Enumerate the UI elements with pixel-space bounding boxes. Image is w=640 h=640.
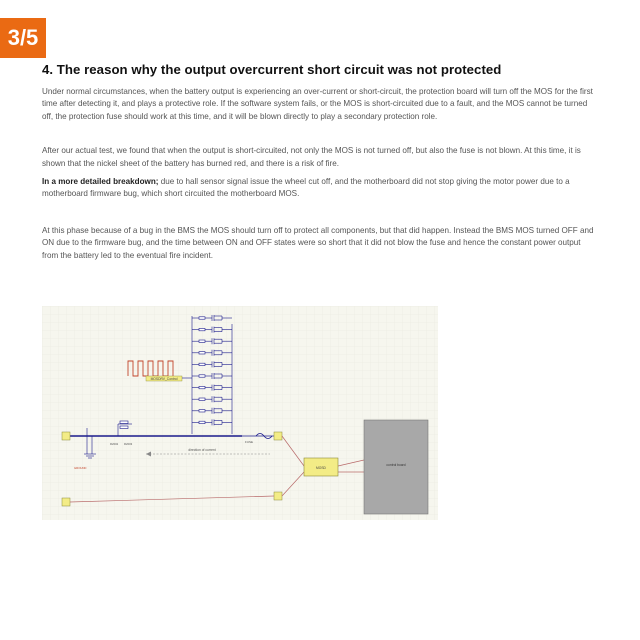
paragraph-bms-phase: At this phase because of a bug in the BMS the MOS should turn off to protect all components, but that did happen. Instead the BMS MOS turned OFF and ON due to the firmware bug, and the time between ON and OFF states were so short that it did not blow the fuse and hence the constant power output from the battery led to the eventual fire incident.: [42, 225, 594, 260]
section-title: 4. The reason why the output overcurrent short circuit was not protected: [42, 62, 502, 77]
signal-label: MOSDRV_Control: [150, 377, 178, 381]
mosd-block: [304, 458, 338, 476]
connector-left-bottom: [62, 498, 70, 506]
connector-left-top: [62, 432, 70, 440]
mosd-label: MOSD: [316, 466, 326, 470]
connector-right-bottom: [274, 492, 282, 500]
paragraph-normal-circumstances: Under normal circumstances, when the battery output is experiencing an over-current or short-circuit, the protection board will turn off the MOS for the first time after detecting it, and plays a protective role. If the software system fails, or the MOS is short-circuited due to a fault, and the MOS cannot be turned off, the protection fuse should work at this time, and it will be blown directly to play a secondary protection role.: [42, 87, 593, 121]
ground-label: GROUND: [74, 466, 87, 470]
article: [42, 62, 598, 262]
page-badge: 3/5: [0, 18, 46, 58]
breakdown-text: due to hall sensor signal issue the wheel cut off, and the motherboard did not stop giving the motor power due to a motherboard firmware bug, which short circuited the motherboard MOS.: [42, 177, 570, 199]
fuse-label: FUSE: [245, 440, 254, 444]
direction-label: direction of current: [188, 448, 216, 452]
breakdown-lead: In a more detailed breakdown;: [42, 177, 159, 187]
control-board: [364, 420, 428, 514]
paragraph-actual-test: After our actual test, we found that when the output is short-circuited, not only the MOS is not turned off, but also the fuse is not blown. At this time, it is shown that the nickel sheet of the battery has burned red, and there is a risk of fire.: [42, 146, 581, 168]
paragraph-detailed-breakdown: [42, 176, 598, 201]
circuit-schematic: [42, 306, 438, 520]
left-label-1: R2002: [110, 442, 119, 446]
board-label: control board: [386, 463, 406, 467]
left-label-2: R2003: [124, 442, 133, 446]
connector-right-top: [274, 432, 282, 440]
